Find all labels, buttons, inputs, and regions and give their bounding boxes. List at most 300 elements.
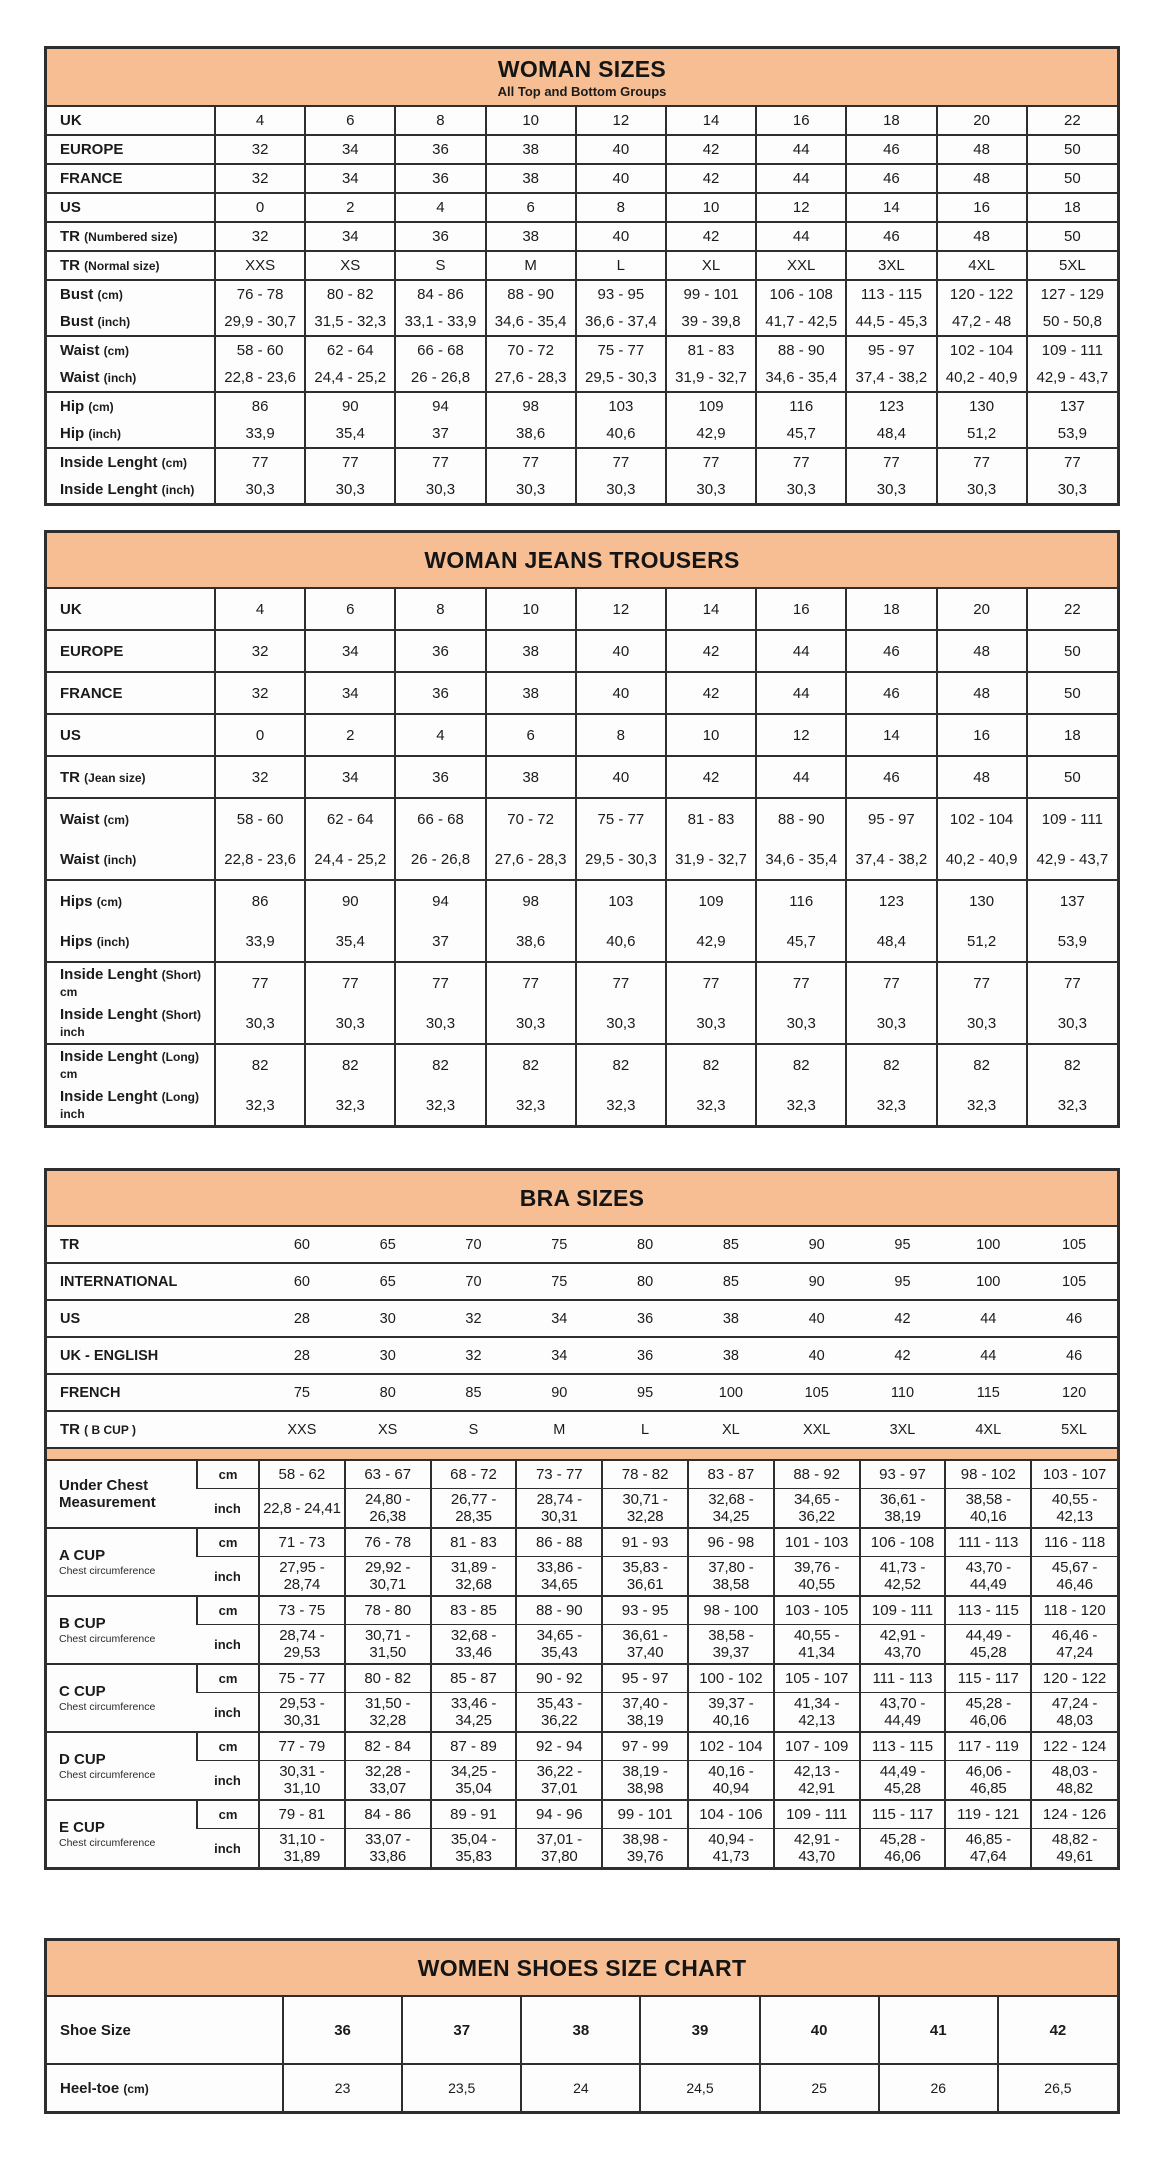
cup-label	[47, 1664, 197, 1732]
row-label-detail: (cm)	[103, 344, 129, 358]
row-label-detail: (Long) inch	[60, 1090, 199, 1121]
size-cell: 38	[688, 1300, 774, 1337]
size-cell: 48	[937, 630, 1027, 672]
size-cell: 30	[345, 1337, 431, 1374]
size-cell: 42,9 - 43,7	[1027, 839, 1117, 880]
size-cell: L	[576, 251, 666, 280]
table-row	[47, 1489, 1117, 1529]
size-cell: 35,83 - 36,61	[602, 1557, 688, 1597]
row-label-text: TR	[60, 228, 85, 245]
size-cell: 77	[576, 448, 666, 476]
size-cell: 90 - 92	[516, 1664, 602, 1693]
table-row	[47, 798, 1117, 839]
size-cell: XL	[688, 1411, 774, 1447]
row-label-text: Bust	[60, 313, 98, 330]
size-cell: 35,04 - 35,83	[431, 1829, 517, 1868]
size-cell: 16	[937, 714, 1027, 756]
size-cell: 22	[1027, 589, 1117, 630]
size-cell: 33,86 - 34,65	[516, 1557, 602, 1597]
size-cell: 48	[937, 672, 1027, 714]
size-cell: 39,37 - 40,16	[688, 1693, 774, 1733]
size-cell: 103 - 107	[1031, 1461, 1117, 1489]
size-cell: 40	[576, 756, 666, 798]
size-cell: 47,24 - 48,03	[1031, 1693, 1117, 1733]
size-cell: 42	[666, 135, 756, 164]
size-cell: 32	[215, 164, 305, 193]
size-cell: 36,61 - 38,19	[860, 1489, 946, 1529]
size-cell: 77	[666, 962, 756, 1003]
size-cell: 46	[1031, 1337, 1117, 1374]
size-cell: 92 - 94	[516, 1732, 602, 1761]
row-label-detail: ( B CUP )	[84, 1423, 136, 1437]
table-row	[47, 107, 1117, 135]
table-row	[47, 476, 1117, 503]
size-cell: 37	[402, 1997, 521, 2064]
size-cell: 32,68 - 33,46	[431, 1625, 517, 1665]
size-cell: 14	[666, 589, 756, 630]
size-cell: 103	[576, 392, 666, 420]
size-cell: 82	[937, 1044, 1027, 1085]
size-cell: 30,3	[576, 1003, 666, 1044]
size-cell: 36	[395, 630, 485, 672]
size-cell: 50	[1027, 672, 1117, 714]
size-cell: 102 - 104	[937, 336, 1027, 364]
size-cell: 40,94 - 41,73	[688, 1829, 774, 1868]
size-cell: 31,5 - 32,3	[305, 308, 395, 336]
size-cell: 38,98 - 39,76	[602, 1829, 688, 1868]
size-grid	[47, 589, 1117, 1125]
row-label-detail: (Numbered size)	[84, 230, 178, 244]
size-cell: 8	[395, 589, 485, 630]
size-cell: 6	[486, 193, 576, 222]
size-cell: 89 - 91	[431, 1800, 517, 1829]
table-row	[47, 1800, 1117, 1829]
size-cell: 94	[395, 392, 485, 420]
table-row	[47, 962, 1117, 1003]
size-cell: 76 - 78	[345, 1528, 431, 1557]
size-cell: 30,3	[846, 476, 936, 503]
table-row	[47, 1227, 1117, 1263]
size-cell: 82 - 84	[345, 1732, 431, 1761]
size-cell: 33,9	[215, 921, 305, 962]
size-cell: 115 - 117	[945, 1664, 1031, 1693]
table-row	[47, 1664, 1117, 1693]
size-cell: 35,4	[305, 921, 395, 962]
table-row	[47, 164, 1117, 193]
table-row	[47, 1337, 1117, 1374]
size-cell: 38	[688, 1337, 774, 1374]
unit-cm-cell: cm	[197, 1596, 259, 1625]
size-cell: 36	[395, 135, 485, 164]
size-cell: 26,5	[998, 2064, 1117, 2111]
size-cell: 77	[937, 962, 1027, 1003]
table-row	[47, 1557, 1117, 1597]
cup-label	[47, 1732, 197, 1800]
size-cell: 42,13 - 42,91	[774, 1761, 860, 1801]
size-cell: 38	[486, 222, 576, 251]
size-cell: 38	[486, 672, 576, 714]
size-cell: 30,3	[1027, 1003, 1117, 1044]
row-label	[47, 798, 215, 839]
size-cell: 34	[305, 222, 395, 251]
row-label	[47, 1411, 259, 1447]
size-cell: 40	[576, 672, 666, 714]
table-title: BRA SIZES	[519, 1185, 645, 1211]
size-cell: 95	[860, 1263, 946, 1300]
size-cell: 105 - 107	[774, 1664, 860, 1693]
size-cell: 68 - 72	[431, 1461, 517, 1489]
size-cell: 122 - 124	[1031, 1732, 1117, 1761]
size-cell: 42	[860, 1337, 946, 1374]
size-cell: 30,3	[756, 1003, 846, 1044]
unit-cm-cell: cm	[197, 1461, 259, 1489]
size-cell: 29,9 - 30,7	[215, 308, 305, 336]
row-label	[47, 476, 215, 503]
size-cell: 16	[937, 193, 1027, 222]
size-cell: 115	[945, 1374, 1031, 1411]
size-cell: 22,8 - 23,6	[215, 839, 305, 880]
row-label-detail: (cm)	[161, 456, 188, 470]
size-cell: 96 - 98	[688, 1528, 774, 1557]
bra-cup-grid	[47, 1461, 1117, 1867]
size-cell: 104 - 106	[688, 1800, 774, 1829]
table-row	[47, 336, 1117, 364]
size-cell: 23,5	[402, 2064, 521, 2111]
size-cell: 38,58 - 40,16	[945, 1489, 1031, 1529]
size-cell: 38,58 - 39,37	[688, 1625, 774, 1665]
size-cell: 30,31 - 31,10	[259, 1761, 345, 1801]
row-label: UK - ENGLISH	[47, 1337, 259, 1374]
size-cell: 113 - 115	[860, 1732, 946, 1761]
bra-sizes-table	[44, 1168, 1120, 1870]
size-cell: 48,4	[846, 420, 936, 448]
size-cell: 14	[846, 193, 936, 222]
row-label	[47, 1044, 215, 1085]
size-cell: 62 - 64	[305, 336, 395, 364]
size-cell: 10	[666, 714, 756, 756]
size-cell: 51,2	[937, 420, 1027, 448]
size-cell: 102 - 104	[937, 798, 1027, 839]
size-cell: 46,46 - 47,24	[1031, 1625, 1117, 1665]
table-row	[47, 222, 1117, 251]
size-cell: 30,71 - 31,50	[345, 1625, 431, 1665]
size-cell: 85	[688, 1263, 774, 1300]
table-row	[47, 2064, 1117, 2111]
size-cell: 27,95 - 28,74	[259, 1557, 345, 1597]
size-cell: 8	[576, 193, 666, 222]
table-row	[47, 1411, 1117, 1447]
size-cell: 90	[305, 880, 395, 921]
row-label	[47, 448, 215, 476]
women-shoes-header	[47, 1941, 1117, 1997]
size-cell: 8	[576, 714, 666, 756]
bra-section-divider	[47, 1447, 1117, 1461]
size-cell: 130	[937, 392, 1027, 420]
size-cell: 77	[486, 962, 576, 1003]
size-cell: 30,3	[486, 476, 576, 503]
size-cell: 16	[756, 589, 846, 630]
woman-jeans-trousers-table	[44, 530, 1120, 1128]
size-cell: 46,06 - 46,85	[945, 1761, 1031, 1801]
size-cell: 70	[431, 1227, 517, 1263]
row-label	[47, 2064, 283, 2111]
size-cell: 65	[345, 1263, 431, 1300]
tables-container	[44, 46, 1120, 2114]
size-cell: 32,28 - 33,07	[345, 1761, 431, 1801]
size-cell: 77	[305, 962, 395, 1003]
size-cell: 32,3	[395, 1085, 485, 1125]
size-cell: 77	[666, 448, 756, 476]
row-label: UK	[47, 589, 215, 630]
size-cell: 85 - 87	[431, 1664, 517, 1693]
size-cell: 0	[215, 193, 305, 222]
size-cell: 32,3	[215, 1085, 305, 1125]
size-cell: 5XL	[1027, 251, 1117, 280]
size-cell: 46	[846, 672, 936, 714]
table-title: WOMAN SIZES	[497, 56, 667, 82]
size-cell: 105	[774, 1374, 860, 1411]
size-cell: 127 - 129	[1027, 280, 1117, 308]
size-cell: 40	[576, 135, 666, 164]
size-cell: 32	[431, 1337, 517, 1374]
row-label-text: Inside Lenght	[60, 1006, 162, 1023]
size-cell: 77	[937, 448, 1027, 476]
size-cell: 29,53 - 30,31	[259, 1693, 345, 1733]
row-label-detail: (inch)	[103, 371, 137, 385]
row-label-detail: (Normal size)	[84, 259, 160, 273]
size-cell: 32,3	[756, 1085, 846, 1125]
size-cell: 30	[345, 1300, 431, 1337]
size-cell: 120	[1031, 1374, 1117, 1411]
size-cell: 82	[215, 1044, 305, 1085]
size-cell: 98 - 102	[945, 1461, 1031, 1489]
size-cell: 4	[395, 714, 485, 756]
size-cell: 36,22 - 37,01	[516, 1761, 602, 1801]
size-cell: 77	[486, 448, 576, 476]
size-cell: 34	[305, 135, 395, 164]
size-cell: 0	[215, 714, 305, 756]
size-cell: 77	[305, 448, 395, 476]
size-cell: 50	[1027, 164, 1117, 193]
row-label	[47, 251, 215, 280]
size-cell: 58 - 60	[215, 336, 305, 364]
size-cell: 70 - 72	[486, 798, 576, 839]
row-label-detail: (cm)	[97, 288, 123, 302]
size-cell: 77	[576, 962, 666, 1003]
size-cell: 109	[666, 880, 756, 921]
size-cell: 44	[756, 135, 846, 164]
size-cell: 94 - 96	[516, 1800, 602, 1829]
size-cell: XS	[305, 251, 395, 280]
size-cell: 30,3	[305, 1003, 395, 1044]
row-label-text: Hips	[60, 892, 97, 910]
size-cell: 32	[215, 756, 305, 798]
cup-label-sublabel: Chest circumference	[59, 1837, 156, 1850]
row-label-text: Hip	[60, 398, 89, 415]
size-cell: 34,6 - 35,4	[756, 364, 846, 392]
cup-label-text: C CUP	[59, 1682, 106, 1700]
size-cell: XS	[345, 1411, 431, 1447]
table-row	[47, 280, 1117, 308]
size-cell: 41	[879, 1997, 998, 2064]
size-cell: 14	[846, 714, 936, 756]
size-cell: 82	[576, 1044, 666, 1085]
size-cell: 25	[760, 2064, 879, 2111]
cup-label	[47, 1528, 197, 1596]
size-cell: 3XL	[860, 1411, 946, 1447]
cup-label-text: Under Chest Measurement	[59, 1476, 156, 1511]
size-cell: 30,3	[305, 476, 395, 503]
size-cell: 62 - 64	[305, 798, 395, 839]
size-cell: 50	[1027, 222, 1117, 251]
size-cell: 80	[345, 1374, 431, 1411]
size-cell: 34,65 - 35,43	[516, 1625, 602, 1665]
size-cell: 105	[1031, 1227, 1117, 1263]
size-cell: 42	[666, 630, 756, 672]
size-cell: 38	[486, 164, 576, 193]
size-cell: 85	[431, 1374, 517, 1411]
size-cell: 34,65 - 36,22	[774, 1489, 860, 1529]
size-cell: 82	[666, 1044, 756, 1085]
row-label-text: TR	[60, 257, 85, 274]
size-cell: 130	[937, 880, 1027, 921]
size-cell: 77 - 79	[259, 1732, 345, 1761]
size-cell: 5XL	[1031, 1411, 1117, 1447]
size-cell: 53,9	[1027, 921, 1117, 962]
table-row	[47, 1829, 1117, 1868]
size-cell: 28,74 - 30,31	[516, 1489, 602, 1529]
cup-label-sublabel: Chest circumference	[59, 1633, 156, 1646]
table-row	[47, 308, 1117, 336]
size-cell: 80	[602, 1227, 688, 1263]
row-label	[47, 364, 215, 392]
size-cell: 38,6	[486, 921, 576, 962]
size-cell: 37,01 - 37,80	[516, 1829, 602, 1868]
size-cell: 24,4 - 25,2	[305, 839, 395, 880]
size-cell: 35,43 - 36,22	[516, 1693, 602, 1733]
size-cell: 77	[1027, 962, 1117, 1003]
size-cell: 90	[774, 1263, 860, 1300]
size-cell: 39,76 - 40,55	[774, 1557, 860, 1597]
size-cell: 43,70 - 44,49	[945, 1557, 1031, 1597]
row-label	[47, 1003, 215, 1044]
size-cell: 42	[666, 672, 756, 714]
size-cell: 45,28 - 46,06	[945, 1693, 1031, 1733]
table-row	[47, 880, 1117, 921]
table-row	[47, 1761, 1117, 1801]
row-label-detail: (Short) inch	[60, 1008, 201, 1039]
size-cell: 77	[846, 448, 936, 476]
cup-label-sublabel: Chest circumference	[59, 1701, 156, 1714]
size-cell: 18	[846, 107, 936, 135]
table-row	[47, 251, 1117, 280]
size-cell: 82	[486, 1044, 576, 1085]
size-cell: 22	[1027, 107, 1117, 135]
size-cell: 46	[846, 630, 936, 672]
row-label	[47, 839, 215, 880]
woman-sizes-table	[44, 46, 1120, 506]
size-cell: 3XL	[846, 251, 936, 280]
size-cell: 63 - 67	[345, 1461, 431, 1489]
size-cell: 30,3	[395, 476, 485, 503]
bra-sizes-header	[47, 1171, 1117, 1227]
size-cell: 85	[688, 1227, 774, 1263]
size-cell: 32	[215, 135, 305, 164]
size-cell: 32	[215, 630, 305, 672]
size-cell: 45,7	[756, 921, 846, 962]
size-cell: 98 - 100	[688, 1596, 774, 1625]
size-cell: 80 - 82	[345, 1664, 431, 1693]
size-cell: 18	[846, 589, 936, 630]
size-cell: 34	[516, 1337, 602, 1374]
size-cell: 30,3	[756, 476, 846, 503]
size-cell: 66 - 68	[395, 798, 485, 839]
size-cell: 40	[760, 1997, 879, 2064]
size-cell: 34	[305, 630, 395, 672]
table-row	[47, 1461, 1117, 1489]
size-cell: 77	[215, 962, 305, 1003]
size-cell: 36	[602, 1300, 688, 1337]
row-label: FRENCH	[47, 1374, 259, 1411]
size-cell: 35,4	[305, 420, 395, 448]
size-cell: 24	[521, 2064, 640, 2111]
size-cell: 29,5 - 30,3	[576, 839, 666, 880]
size-cell: 33,46 - 34,25	[431, 1693, 517, 1733]
size-cell: 75	[259, 1374, 345, 1411]
size-cell: 77	[395, 448, 485, 476]
size-cell: 26 - 26,8	[395, 839, 485, 880]
size-cell: 32,68 - 34,25	[688, 1489, 774, 1529]
size-cell: 27,6 - 28,3	[486, 364, 576, 392]
size-cell: 44	[756, 164, 846, 193]
size-cell: 44,49 - 45,28	[945, 1625, 1031, 1665]
size-cell: 100	[688, 1374, 774, 1411]
size-cell: 100	[945, 1227, 1031, 1263]
size-cell: 58 - 60	[215, 798, 305, 839]
size-cell: 80	[602, 1263, 688, 1300]
table-row	[47, 1300, 1117, 1337]
size-cell: 101 - 103	[774, 1528, 860, 1557]
size-cell: 28,74 - 29,53	[259, 1625, 345, 1665]
size-cell: 20	[937, 107, 1027, 135]
row-label-detail: (inch)	[88, 427, 122, 441]
size-cell: 137	[1027, 880, 1117, 921]
row-label	[47, 392, 215, 420]
size-cell: 71 - 73	[259, 1528, 345, 1557]
row-label-text: TR	[60, 768, 85, 786]
size-cell: 73 - 77	[516, 1461, 602, 1489]
size-cell: 106 - 108	[860, 1528, 946, 1557]
size-cell: 51,2	[937, 921, 1027, 962]
size-cell: 77	[756, 962, 846, 1003]
size-cell: 4XL	[937, 251, 1027, 280]
table-row	[47, 135, 1117, 164]
table-row	[47, 589, 1117, 630]
size-cell: 48	[937, 222, 1027, 251]
size-cell: 77	[215, 448, 305, 476]
table-row	[47, 1997, 1117, 2064]
row-label-text: Inside Lenght	[60, 1088, 162, 1105]
unit-inch-cell: inch	[197, 1761, 259, 1801]
row-label-text: Waist	[60, 850, 104, 868]
size-cell: 41,73 - 42,52	[860, 1557, 946, 1597]
row-label	[47, 921, 215, 962]
size-cell: 109 - 111	[1027, 336, 1117, 364]
size-cell: 116	[756, 392, 846, 420]
size-cell: 41,34 - 42,13	[774, 1693, 860, 1733]
table-row	[47, 420, 1117, 448]
size-cell: 106 - 108	[756, 280, 846, 308]
